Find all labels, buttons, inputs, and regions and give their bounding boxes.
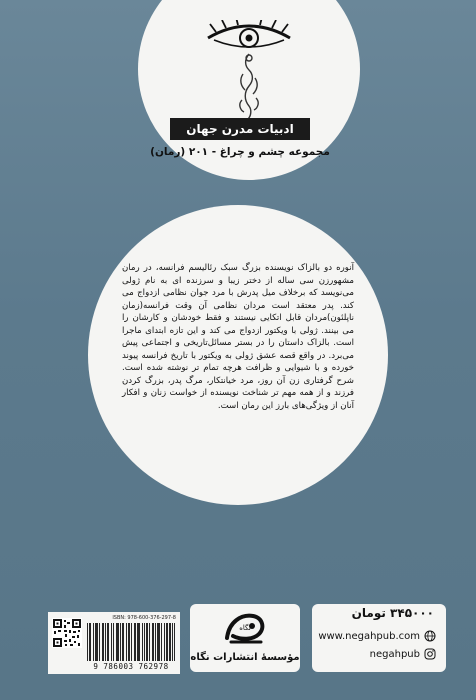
barcode-bar bbox=[126, 623, 127, 661]
barcode-bar bbox=[116, 623, 117, 661]
barcode-bar bbox=[155, 623, 156, 661]
logo-text: نگاه bbox=[239, 624, 251, 632]
barcode-bar bbox=[89, 623, 90, 661]
barcode-bar bbox=[93, 623, 94, 661]
instagram-icon bbox=[424, 648, 436, 660]
barcode-bar bbox=[131, 623, 132, 661]
barcode-box bbox=[48, 612, 180, 674]
barcode-bar bbox=[103, 623, 104, 661]
barcode-bar bbox=[87, 623, 88, 661]
barcode-bar bbox=[135, 623, 136, 661]
price-label: ۳۴۵۰۰۰ تومان bbox=[351, 606, 434, 620]
barcode-bar bbox=[123, 623, 124, 661]
barcode-bar bbox=[99, 623, 100, 661]
barcode-bar bbox=[164, 623, 165, 661]
barcode-bar bbox=[137, 623, 138, 661]
book-description: آنوره دو بالزاک نویسنده بزرگ سبک رئالیسم فرانسه، در رمان مشهورزن سی ساله از دختر زیبا و سرزنده ای به نام ژولی می‌نویسد که برخلاف میل پدرش با مرد جوان نظامی ازدواج می کند. پدر معتقد است مردان نظامی آن وقت فرانسه(زمان ناپلئون)مردان قابل اتکایی نیستند و فقط خودشان و کارشان را می بینند. ژولی با ویکتور ازدواج می کند و این تازه ابتدای ماجرا است. بالزاک داستان را در بستر مسائل‌تاریخی و اجتماعی پیش می‌برد. در واقع قصه عشق ژولی به ویکتور با تاریخ فرانسه پیوند خورده و با شیوایی و ظرافت هرچه تمام تر نوشته شده است. شرح گرفتاری زن آن روز، مرد خیانتکار، مرگ پدر، بزرگ کردن فرزند و از همه مهم تر شناخت نویسنده از خواست زنان و افکار آنان از ویژگی‌های بارز این رمان است. bbox=[122, 263, 354, 411]
barcode-bar bbox=[146, 623, 147, 661]
publisher-name: مؤسسهٔ انتشارات نگاه bbox=[190, 652, 300, 663]
price-and-contact-box bbox=[312, 604, 446, 672]
publisher-box bbox=[190, 604, 300, 672]
barcode-bar bbox=[128, 623, 129, 661]
instagram-handle: negahpub bbox=[369, 648, 420, 660]
barcode-bar bbox=[105, 623, 106, 661]
instagram-row[interactable] bbox=[370, 646, 436, 662]
barcode-bar bbox=[120, 623, 121, 661]
barcode-bar bbox=[118, 623, 119, 661]
figure-illustration bbox=[226, 50, 272, 120]
barcode-bar bbox=[149, 623, 150, 661]
barcode-bar bbox=[97, 623, 98, 661]
barcode-bar bbox=[153, 623, 154, 661]
barcode-bar bbox=[139, 623, 140, 661]
barcode-bar bbox=[152, 623, 153, 661]
qr-code[interactable] bbox=[52, 618, 82, 648]
barcode[interactable] bbox=[86, 623, 176, 661]
series-title: ادبیات مدرن جهان bbox=[170, 118, 310, 140]
barcode-bar bbox=[122, 623, 123, 661]
globe-icon bbox=[424, 630, 436, 642]
barcode-bar bbox=[157, 623, 158, 661]
barcode-bar bbox=[144, 623, 145, 661]
barcode-bar bbox=[138, 623, 139, 661]
collection-subtitle: مجموعه چشم و چراغ - ۲۰۱ (رمان) bbox=[150, 146, 330, 158]
barcode-bar bbox=[172, 623, 173, 661]
barcode-bar bbox=[142, 623, 143, 661]
barcode-bar bbox=[113, 623, 114, 661]
barcode-bar bbox=[102, 623, 103, 661]
barcode-bar bbox=[159, 623, 160, 661]
website-text: www.negahpub.com bbox=[318, 630, 420, 642]
barcode-bar bbox=[117, 623, 118, 661]
barcode-bar bbox=[90, 623, 91, 661]
barcode-bar bbox=[170, 623, 171, 661]
barcode-bar bbox=[161, 623, 162, 661]
isbn-label: ISBN: 978-600-376-297-8 bbox=[112, 615, 176, 621]
barcode-bar bbox=[111, 623, 112, 661]
barcode-bar bbox=[158, 623, 159, 661]
website-row[interactable] bbox=[318, 628, 436, 644]
barcode-bar bbox=[167, 623, 168, 661]
barcode-bar bbox=[147, 623, 148, 661]
barcode-bar bbox=[95, 623, 96, 661]
isbn-number: 9 786003 762978 bbox=[93, 662, 169, 671]
barcode-bar bbox=[169, 623, 170, 661]
negah-logo-icon bbox=[223, 608, 267, 648]
barcode-bar bbox=[134, 623, 135, 661]
barcode-bar bbox=[107, 623, 108, 661]
barcode-bar bbox=[96, 623, 97, 661]
barcode-bar bbox=[166, 623, 167, 661]
barcode-bar bbox=[108, 623, 109, 661]
barcode-bar bbox=[174, 623, 175, 661]
barcode-bar bbox=[129, 623, 130, 661]
